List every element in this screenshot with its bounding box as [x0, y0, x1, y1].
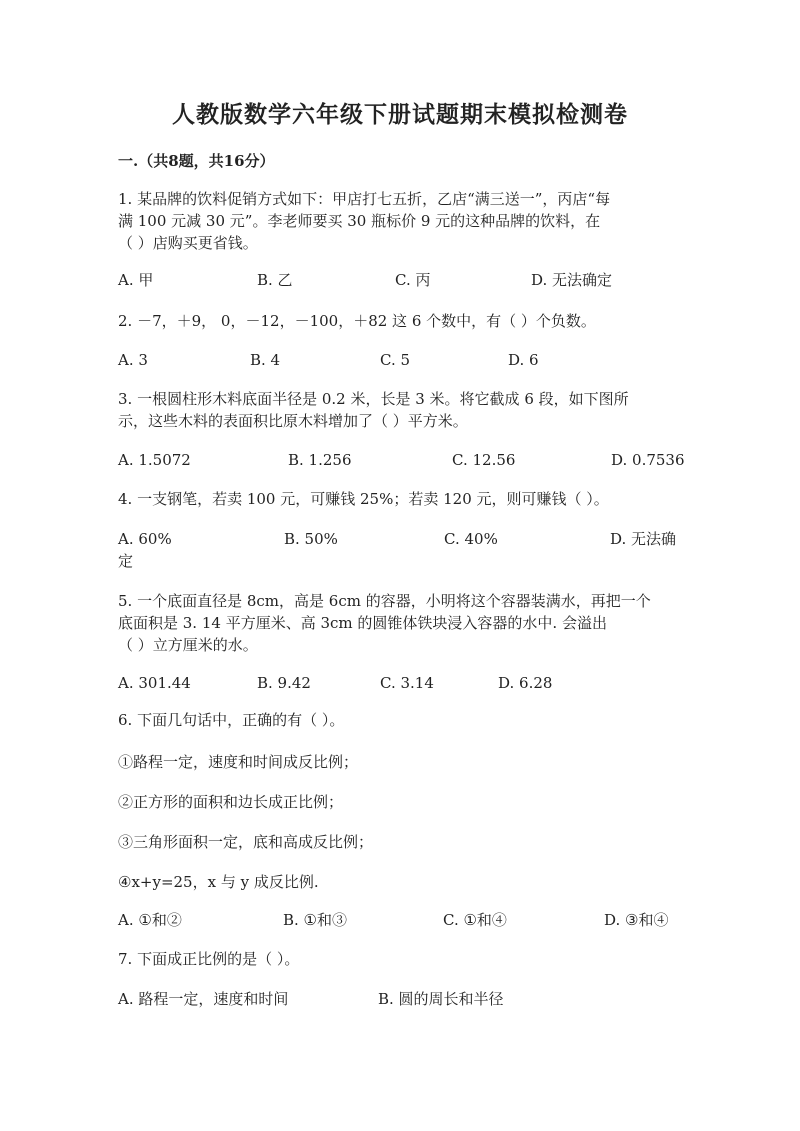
q1-line-1: 1. 某品牌的饮料促销方式如下：甲店打七五折，乙店“满三送一”，丙店“每 [118, 190, 611, 208]
q5-option-c[interactable]: C. 3.14 [380, 674, 434, 692]
q2-option-b[interactable]: B. 4 [250, 351, 281, 369]
q6-option-a[interactable]: A. ①和② [118, 911, 182, 929]
q7-option-b[interactable]: B. 圆的周长和半径 [378, 990, 504, 1008]
q4-option-d[interactable]: D. 无法确 [610, 530, 677, 548]
q1-line-3: （ ）店购买更省钱。 [118, 234, 258, 252]
q6-line-1: 6. 下面几句话中，正确的有（ ）。 [118, 711, 345, 729]
q5-option-a[interactable]: A. 301.44 [118, 674, 191, 692]
q1-option-b[interactable]: B. 乙 [257, 271, 293, 289]
q3-option-a[interactable]: A. 1.5072 [118, 451, 191, 469]
q5-option-b[interactable]: B. 9.42 [257, 674, 311, 692]
q3-option-b[interactable]: B. 1.256 [288, 451, 352, 469]
q2-option-a[interactable]: A. 3 [118, 351, 148, 369]
q3-line-1: 3. 一根圆柱形木料底面半径是 0.2 米，长是 3 米。将它截成 6 段，如下图所 [118, 390, 629, 408]
page-title: 人教版数学六年级下册试题期末模拟检测卷 [172, 101, 628, 128]
q6-option-b[interactable]: B. ①和③ [283, 911, 348, 929]
q3-option-c[interactable]: C. 12.56 [452, 451, 516, 469]
q1-line-2: 满 100 元减 30 元”。李老师要买 30 瓶标价 9 元的这种品牌的饮料，在 [118, 212, 601, 230]
q5-option-d[interactable]: D. 6.28 [498, 674, 553, 692]
q3-line-2: 示，这些木料的表面积比原木料增加了（ ）平方米。 [118, 412, 468, 430]
q4-option-a[interactable]: A. 60% [118, 530, 172, 548]
q2-option-c[interactable]: C. 5 [380, 351, 411, 369]
q5-line-1: 5. 一个底面直径是 8cm，高是 6cm 的容器，小明将这个容器装满水，再把一个 [118, 592, 651, 610]
q4-option-c[interactable]: C. 40% [444, 530, 498, 548]
q2-line-1: 2. －7，＋9， 0，－12，－100，＋82 这 6 个数中，有（ ）个负数。 [118, 312, 596, 330]
q5-line-2: 底面积是 3. 14 平方厘米、高 3cm 的圆锥体铁块浸入容器的水中. 会溢出 [118, 614, 607, 632]
q7-option-a[interactable]: A. 路程一定，速度和时间 [118, 990, 289, 1008]
q6-statement-4: ④x+y=25，x 与 y 成反比例. [118, 873, 319, 891]
q6-option-d[interactable]: D. ③和④ [604, 911, 669, 929]
q4-option-d-wrap: 定 [118, 552, 134, 570]
q1-option-d[interactable]: D. 无法确定 [531, 271, 613, 289]
q7-line-1: 7. 下面成正比例的是（ ）。 [118, 950, 300, 968]
q6-statement-2: ②正方形的面积和边长成正比例； [118, 793, 344, 811]
q3-option-d[interactable]: D. 0.7536 [611, 451, 685, 469]
section-heading: 一.（共8题，共16分） [118, 152, 275, 170]
q2-option-d[interactable]: D. 6 [508, 351, 539, 369]
q1-option-a[interactable]: A. 甲 [118, 271, 154, 289]
q4-line-1: 4. 一支钢笔，若卖 100 元，可赚钱 25%；若卖 120 元，则可赚钱（ ）。 [118, 490, 609, 508]
q6-statement-1: ①路程一定，速度和时间成反比例； [118, 753, 359, 771]
q6-statement-3: ③三角形面积一定，底和高成反比例； [118, 833, 374, 851]
q5-line-3: （ ）立方厘米的水。 [118, 636, 258, 654]
q4-option-b[interactable]: B. 50% [284, 530, 338, 548]
q6-option-c[interactable]: C. ①和④ [443, 911, 507, 929]
q1-option-c[interactable]: C. 丙 [395, 271, 431, 289]
